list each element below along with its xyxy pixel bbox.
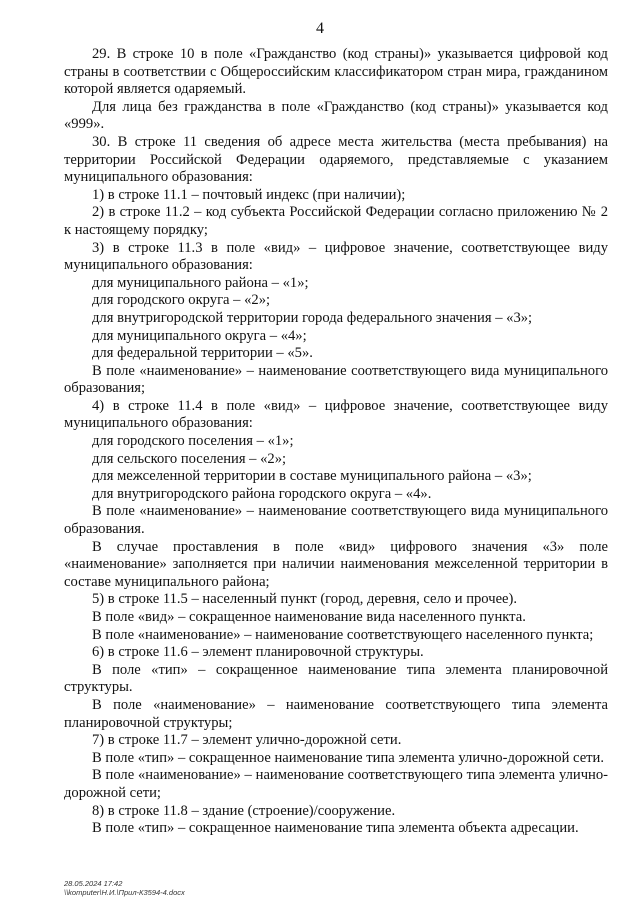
paragraph: 30. В строке 11 сведения об адресе места жительства (места пребывания) на территории Российской Федерации одаряемого, представляемые с указанием муниципального образования: [64,133,608,186]
list-item: для городского округа – «2»; [92,292,271,309]
paragraph: В поле «наименование» – наименование соответствующего типа элемента улично-дорожной сети; [64,767,608,801]
list-item: для федеральной территории – «5». [92,345,313,362]
list-item: для муниципального округа – «4»; [92,327,307,344]
paragraph: 3) в строке 11.3 в поле «вид» – цифровое значение, соответствующее виду муниципального образования: [64,239,608,274]
document-body [64,46,608,838]
paragraph: 7) в строке 11.7 – элемент улично-дорожной сети. [92,732,402,749]
list-item: для внутригородского района городского округа – «4». [92,485,432,502]
paragraph: В поле «тип» – сокращенное наименование типа элемента улично-дорожной сети. [92,749,605,766]
list-item: для внутригородской территории города федерального значения – «3»; [92,309,533,326]
paragraph: 5) в строке 11.5 – населенный пункт (город, деревня, село и прочее). [92,591,518,608]
footer-file-path: \\komputer\Н.И.\Прил-К3594-4.docx [64,888,185,897]
list-item: для муниципального района – «1»; [92,274,309,291]
list-item: для межселенной территории в составе муниципального района – «3»; [92,468,532,485]
paragraph: В поле «наименование» – наименование соответствующего населенного пункта; [92,626,594,643]
paragraph: 6) в строке 11.6 – элемент планировочной структуры. [92,644,424,661]
paragraph: 29. В строке 10 в поле «Гражданство (код страны)» указывается цифровой код страны в соответствии с Общероссийским классификатором стран мира, гражданином которой является одаряемый. [64,46,608,98]
paragraph: В поле «наименование» – наименование соответствующего вида муниципального образования. [64,503,608,538]
list-item: для городского поселения – «1»; [92,433,294,450]
paragraph: В поле «вид» – сокращенное наименование вида населенного пункта. [92,609,526,625]
paragraph: 8) в строке 11.8 – здание (строение)/сооружение. [92,802,396,819]
document-footer [64,879,185,897]
paragraph: В поле «наименование» – наименование соответствующего вида муниципального образования; [64,362,608,397]
paragraph: В случае проставления в поле «вид» цифрового значения «3» поле «наименование» заполняется при наличии наименования межселенной территории в составе муниципального района; [64,538,608,590]
page-number: 4 [316,20,324,37]
paragraph: В поле «тип» – сокращенное наименование типа элемента объекта адресации. [92,820,579,837]
paragraph: Для лица без гражданства в поле «Гражданство (код страны)» указывается код «999». [64,98,608,133]
paragraph: В поле «тип» – сокращенное наименование типа элемента планировочной структуры. [64,661,608,696]
paragraph: В поле «наименование» – наименование соответствующего типа элемента планировочной структуры; [64,696,608,731]
list-item: для сельского поселения – «2»; [92,450,287,467]
paragraph: 2) в строке 11.2 – код субъекта Российской Федерации согласно приложению № 2 к настоящему порядку; [64,204,608,238]
paragraph: 1) в строке 11.1 – почтовый индекс (при наличии); [92,186,406,203]
paragraph: 4) в строке 11.4 в поле «вид» – цифровое значение, соответствующее виду муниципального образования: [64,397,608,432]
footer-timestamp: 28.05.2024 17:42 [64,879,123,888]
